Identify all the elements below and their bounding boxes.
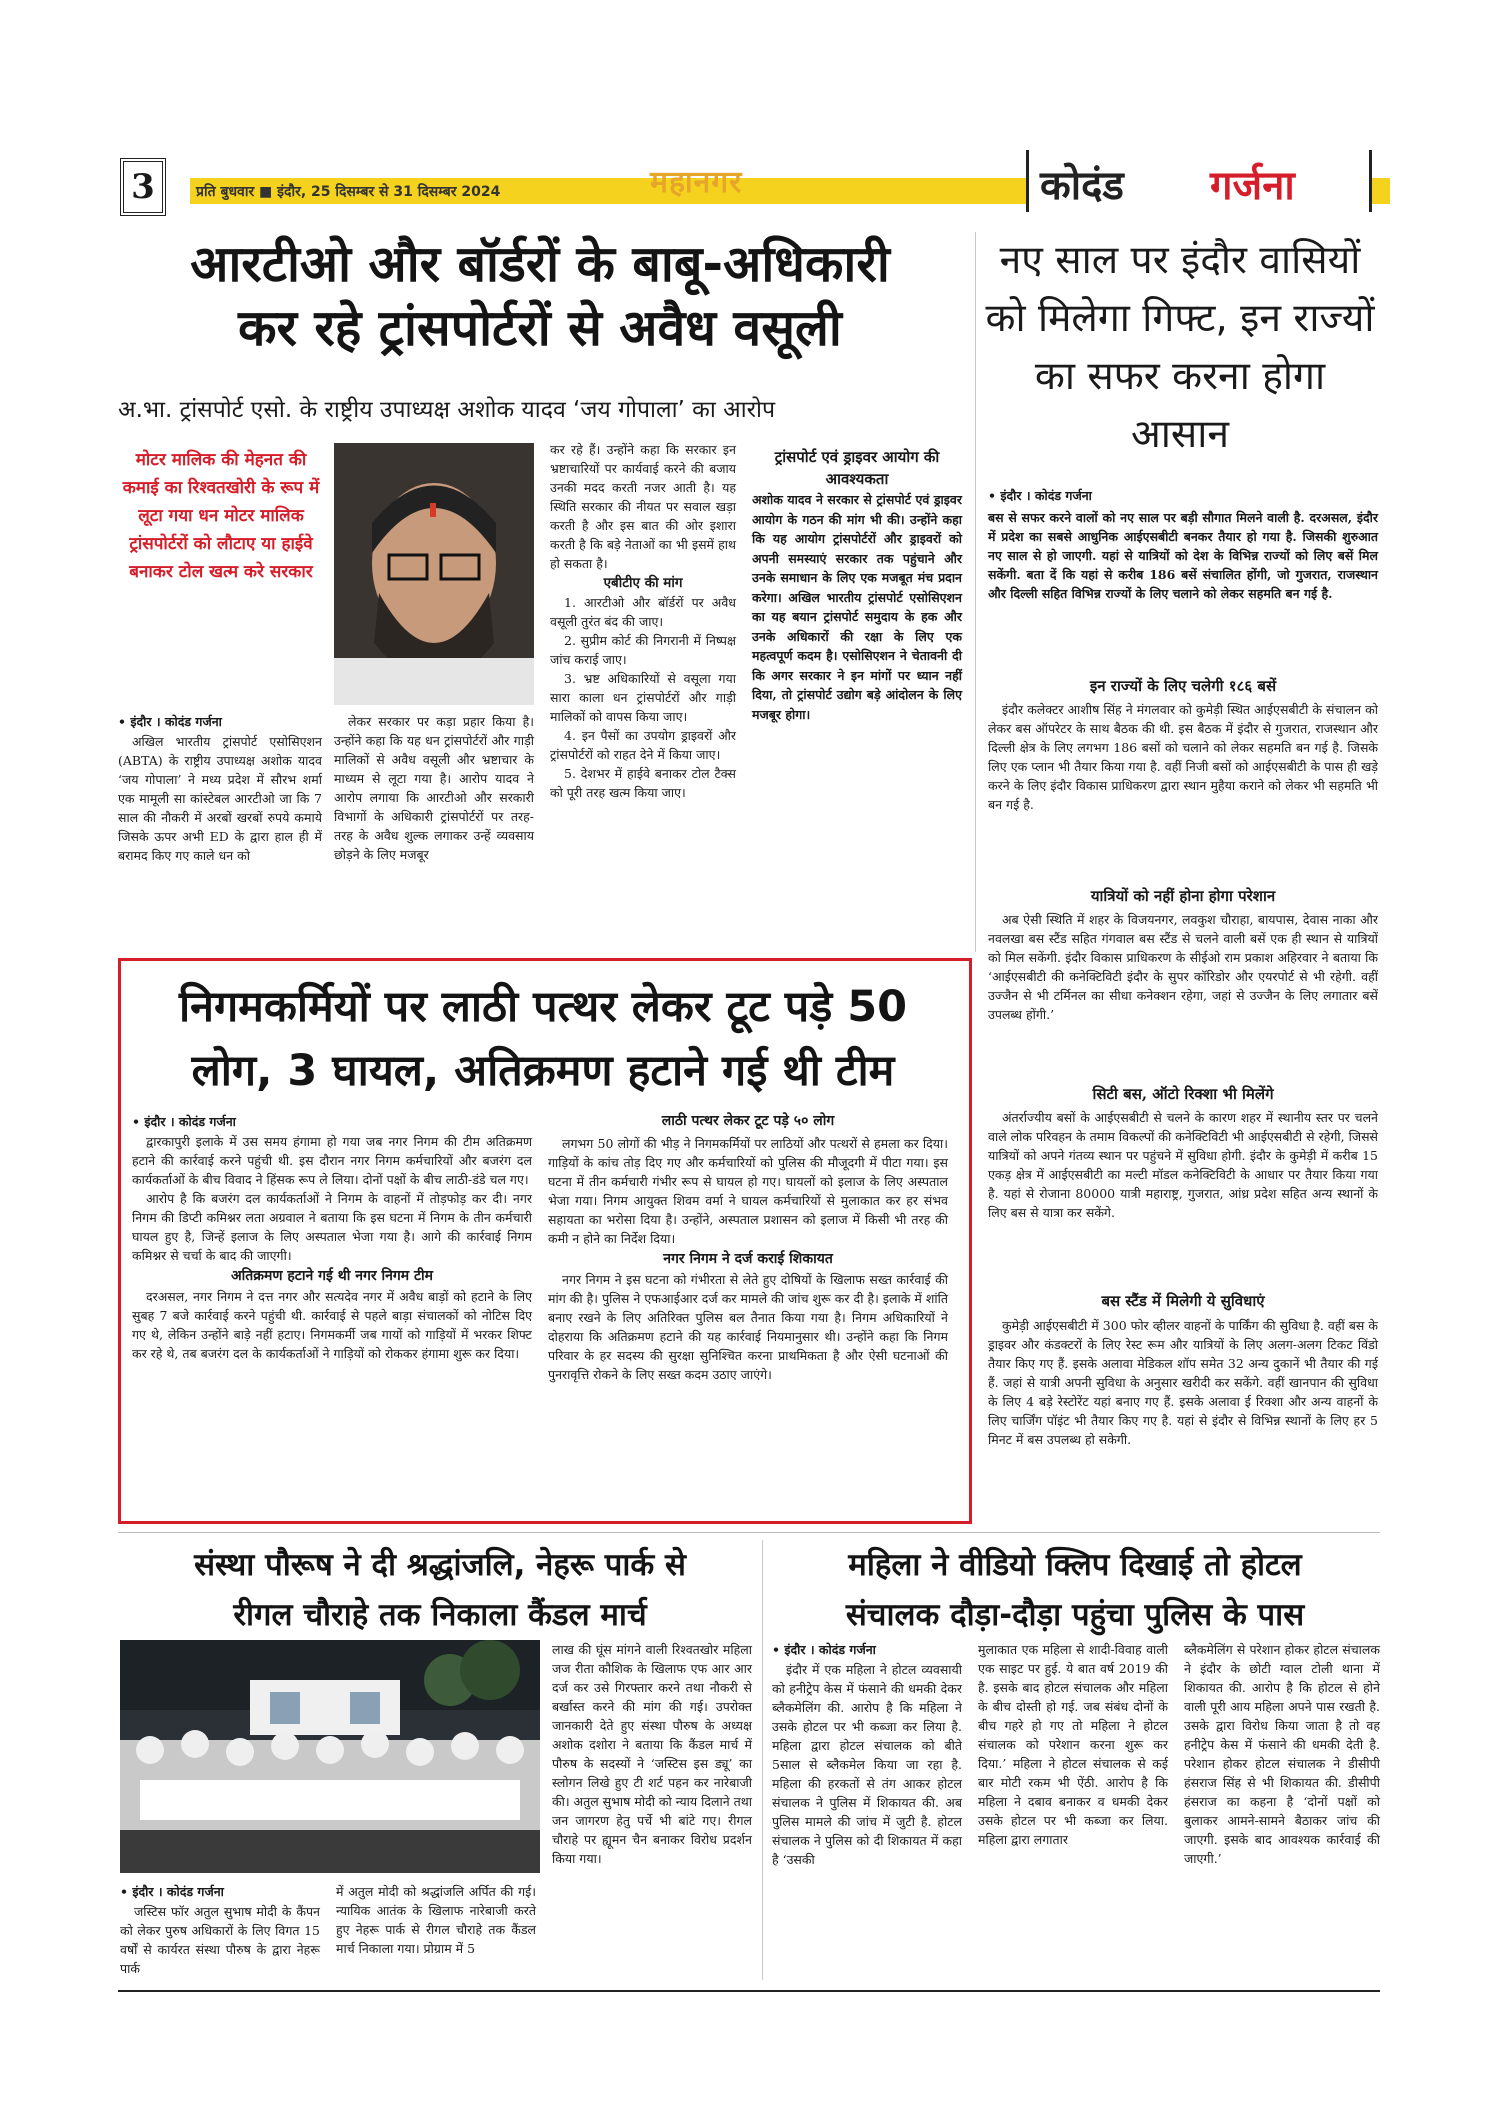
hotel-headline-line1: महिला ने वीडियो क्लिप दिखाई तो होटल xyxy=(848,1547,1302,1583)
lead-col2-text: लेकर सरकार पर कड़ा प्रहार किया है। उन्होंने कहा कि यह धन ट्रांसपोर्टरों और गाड़ी मालिकों से अवैध वसूली और भ्रष्टाचार के माध्यम से लूटा गया है। आरोप यादव ने आरोप लगाया कि आरटीओ और सरकारी विभागों के अधिकारी ट्रांसपोर्टरों पर तरह-तरह के अवैध शुल्क लगाकर उन्हें व्यवसाय छोड़ने के लिए मजबूर xyxy=(334,714,534,862)
demand-item: 5. देशभर में हाईवे बनाकर टोल टैक्स को पूरी तरह खत्म किया जाए। xyxy=(550,766,736,800)
bus-para-3-text: अंतर्राज्यीय बसों के आईएसबीटी से चलने के कारण शहर में स्थानीय स्तर पर चलने वाले लोक परिवहन के तमाम विकल्पों की कनेक्टिविटी भी आईएसबीटी से रहेगी, जिससे यात्रियों को अपने गंतव्य स्थान पर पहुंचने में सुविधा होगी. इंदौर के कुमेड़ी में करीब 15 एकड़ क्षेत्र में आईएसबीटी का मल्टी मॉडल कनेक्टिविटी के आधार पर तैयार किया गया है. यहां से रोजाना 80000 यात्री महाराष्ट्र, गुजरात, आंध्र प्रदेश सहित अन्य स्थानों के लिए बस से यात्रा कर सकेंगे. xyxy=(988,1110,1378,1220)
bus-heading-3: सिटी बस, ऑटो रिक्शा भी मिलेंगे xyxy=(1092,1085,1274,1103)
bus-heading-1: इन राज्यों के लिए चलेगी १८६ बसें xyxy=(1089,677,1277,695)
candle-col2-text: में अतुल मोदी को श्रद्धांजलि अर्पित की गई। न्यायिक आतंक के खिलाफ नारेबाजी करते हुए नेहरू पार्क से रीगल चौराहे तक कैंडल मार्च निकाला गया। प्रोग्राम में 5 xyxy=(336,1884,536,1956)
nigam-heading-1: अतिक्रमण हटाने गई थी नगर निगम टीम xyxy=(230,1268,434,1284)
nigam-para-2: आरोप है कि बजरंग दल कार्यकर्ताओं ने निगम के वाहनों में तोड़फोड़ कर दी। नगर निगम की डिप्टी कमिश्नर लता अग्रवाल ने बताया कि इस घटना में निगम के तीन कर्मचारी घायल हुए है, जिन्हें इलाज के लिए अस्पताल भेजा गया है। आगे की कार्रवाई निगम कमिश्नर से चर्चा के बाद की जाएगी। xyxy=(132,1191,532,1263)
candle-col3-text: लाख की घूंस मांगने वाली रिश्वतखोर महिला जज रीता कौशिक के खिलाफ एफ आर आर दर्ज कर उसे गिरफ्तार करने तथा नौकरी से बर्खास्त करने की मांग की गई। उपरोक्त जानकारी देते हुए संस्था पौरुष के अध्यक्ष अशोक दशोरा ने बताया कि कैंडल मार्च में पौरुष के सदस्यों ने ‘जस्टिस इस ड्यू’ का स्लोगन लिखे हुए टी शर्ट पहन कर नारेबाजी की। अतुल सुभाष मोदी को न्याय दिलाने तथा जन जागरण हेतु पर्चे भी बांटे गए। रीगल चौराहे पर ह्यूमन चैन बनाकर विरोध प्रदर्शन किया गया। xyxy=(552,1642,752,1866)
nigam-para-3: दरअसल, नगर निगम ने दत्त नगर और सत्यदेव नगर में अवैध बाड़ों को हटाने के लिए सुबह 7 बजे कार्रवाई करने पहुंची थी. कार्रवाई से पहले बाड़ा संचालकों को नोटिस दिए गए थे, लेकिन उन्होंने बाड़े नहीं हटाए। निगमकर्मी जब गायों को गाड़ियों में भरकर शिफ्ट कर रहे थे, तब बजरंग दल के कार्यकर्ताओं ने गाड़ियों को रोककर हंगामा शुरू कर दिया। xyxy=(132,1289,532,1361)
nigam-headline xyxy=(128,975,958,1103)
bus-heading-4: बस स्टैंड में मिलेगी ये सुविधाएं xyxy=(1101,1292,1265,1310)
nigam-dateline: • इंदौर । कोदंड गर्जना xyxy=(132,1114,236,1129)
lead-pullquote: मोटर मालिक की मेहनत की कमाई का रिश्वतखोरी के रूप में लूटा गया धन मोटर मालिक ट्रांसपोर्टरों को लौटाए या हाईवे बनाकर टोल खत्म करे सरकार xyxy=(122,450,320,582)
nigam-para-5: नगर निगम ने इस घटना को गंभीरता से लेते हुए दोषियों के खिलाफ सख्त कार्रवाई की मांग की है। पुलिस ने एफआईआर दर्ज कर मामले की जांच शुरू कर दी है। इलाके में शांति बनाए रखने के लिए अतिरिक्त पुलिस बल तैनात किया गया है। निगम अधिकारियों ने दोहराया कि अतिक्रमण हटाने की यह कार्रवाई नियमानुसार थी। उन्होंने कहा कि निगम परिवार के हर सदस्य की सुरक्षा सुनिश्चित करना प्राथमिकता है और ऐसी घटनाओं की पुनरावृत्ति रोकने के लिए सख्त कदम उठाए जाएंगे। xyxy=(548,1272,948,1382)
bus-para-2 xyxy=(988,910,1378,1024)
bus-para-2-text: अब ऐसी स्थिति में शहर के विजयनगर, लवकुश चौराहा, बायपास, देवास नाका और नवलखा बस स्टैंड सहित गंगवाल बस स्टैंड से चलने वाली बसें एक ही स्थान से यात्रियों को मिल सकेंगी. इंदौर विकास प्राधिकरण के सीईओ राम प्रकाश अहिरवार ने बताया कि ‘आईएसबीटी की कनेक्टिविटी इंदौर के सुपर कॉरिडोर और एयरपोर्ट से भी रहेगी. वहीं उज्जैन से भी टर्मिनल का सीधा कनेक्शन रहेगा, जहां से उज्जैन के लिए लगातार बसें उपलब्ध होंगी.’ xyxy=(988,912,1378,1022)
hotel-headline-line2: संचालक दौड़ा-दौड़ा पहुंचा पुलिस के पास xyxy=(845,1597,1305,1633)
commission-box xyxy=(752,446,962,724)
lead-col3-text: कर रहे हैं। उन्होंने कहा कि सरकार इन भ्रष्टाचारियों पर कार्यवाई करने की बजाय उनकी मदद करती नजर आती है। यह स्थिति सरकार की नीयत पर सवाल खड़ा करती है और इस बात की ओर इशारा करती है कि बड़े नेताओं का भी इसमें हाथ हो सकता है। xyxy=(550,442,736,571)
lead-headline xyxy=(110,232,970,360)
lead-headline-line1: आरटीओ और बॉर्डरों के बाबू-अधिकारी xyxy=(190,235,890,293)
page-number: 3 xyxy=(120,158,166,216)
commission-text: अशोक यादव ने सरकार से ट्रांसपोर्ट एवं ड्राइवर आयोग के गठन की मांग भी की। उन्होंने कहा कि यह आयोग ट्रांसपोर्टरों और ड्राइवरों को अपनी समस्याएं सरकार तक पहुंचाने और उनके समाधान के लिए एक मजबूत मंच प्रदान करेगा। अखिल भारतीय ट्रांसपोर्ट एसोसिएशन का यह बयान ट्रांसपोर्ट समुदाय के हक और उनके अधिकारों की रक्षा के लिए एक महत्वपूर्ण कदम है। एसोसिएशन ने चेतावनी दी कि अगर सरकार ने इन मांगों पर ध्यान नहीं दिया, तो ट्रांसपोर्ट उद्योग बड़े आंदोलन के लिए मजबूर होगा। xyxy=(752,492,962,722)
demand-item: 1. आरटीओ और बॉर्डरों पर अवैध वसूली तुरंत बंद की जाए। xyxy=(550,595,736,629)
section-divider xyxy=(118,1532,1380,1533)
hotel-column-2 xyxy=(978,1640,1168,1849)
lead-column-3 xyxy=(550,440,736,802)
demand-heading: एबीटीए की मांग xyxy=(603,575,683,591)
issue-line: प्रति बुधवार ■ इंदौर, 25 दिसम्बर से 31 दिसम्बर 2024 xyxy=(196,184,501,200)
demand-item: 4. इन पैसों का उपयोग ड्राइवरों और ट्रांसपोर्टरों को राहत देने में किया जाए। xyxy=(550,728,736,762)
nigam-column-1 xyxy=(132,1132,532,1363)
bus-para-3 xyxy=(988,1108,1378,1222)
bus-para-1-text: इंदौर कलेक्टर आशीष सिंह ने मंगलवार को कुमेड़ी स्थित आईएसबीटी के संचालन को लेकर बस ऑपरेटर के साथ बैठक की थी. इस बैठक में इंदौर से गुजरात, राजस्थान और दिल्ली क्षेत्र के लिए लगभग 186 बसों को चलाने को लेकर सहमति बन गई है. जिसके लिए एक प्लान भी तैयार किया गया है. वहीं निजी बसों को आईएसबीटी के पास ही खड़े करने के लिए इंदौर विकास प्राधिकरण द्वारा स्थान मुहैया कराने को लेकर भी सहमति भी बन गई है. xyxy=(988,702,1378,812)
column-divider xyxy=(975,232,976,952)
candle-column-2 xyxy=(336,1882,536,1958)
lead-column-2 xyxy=(334,712,534,864)
section-name: महानगर xyxy=(650,165,743,200)
hotel-col3-text: ब्लैकमेलिंग से परेशान होकर होटल संचालक ने इंदौर के छोटी ग्वाल टोली थाना में शिकायत की. आरोप है कि होटल से होने वाली पूरी आय महिला अपने पास रखती है. उसके द्वारा विरोध किया जाता है तो वह हनीट्रेप केस में फंसाने की धमकी देती है. परेशान होकर होटल संचालक ने डीसीपी हंसराज सिंह से भी शिकायत की. डीसीपी हंसराज का कहना है ‘दोनों पक्षों को बुलाकर आमने-सामने बैठाकर जांच की जाएगी. इसके बाद आवश्यक कार्रवाई की जाएगी.’ xyxy=(1184,1642,1380,1866)
lead-dateline: • इंदौर । कोदंड गर्जना xyxy=(118,714,222,729)
nigam-headline-line2: लोग, 3 घायल, अतिक्रमण हटाने गई थी टीम xyxy=(191,1046,895,1096)
ashok-yadav-photo xyxy=(334,443,534,705)
logo-text-left: कोदंड xyxy=(1040,163,1124,209)
candle-column-1 xyxy=(120,1902,320,1978)
candle-headline-line2: रीगल चौराहे तक निकाला कैंडल मार्च xyxy=(233,1597,647,1633)
nigam-heading-3: नगर निगम ने दर्ज कराई शिकायत xyxy=(663,1251,833,1267)
hotel-column-3 xyxy=(1184,1640,1380,1868)
logo-text-right: गर्जना xyxy=(1210,163,1295,209)
nigam-para-4: लगभग 50 लोगों की भीड़ ने निगमकर्मियों पर लाठियों और पत्थरों से हमला कर दिया। गाड़ियों के कांच तोड़ दिए गए और कर्मचारियों को पुलिस की मौजूदगी में पीटा गया। इस घटना में तीन कर्मचारी गंभीर रूप से घायल हो गए। घायलों को इलाज के लिए अस्पताल भेजा गया। निगम आयुक्त शिवम वर्मा ने घायल कर्मचारियों से मुलाकात कर हर संभव सहायता का भरोसा दिया है। उन्होंने, अस्पताल प्रशासन को इलाज में किसी भी तरह की कमी न होने का निर्देश दिया। xyxy=(548,1136,948,1246)
nigam-heading-2: लाठी पत्थर लेकर टूट पड़े ५० लोग xyxy=(661,1113,835,1129)
candle-headline-line1: संस्था पौरूष ने दी श्रद्धांजलि, नेहरू पार्क से xyxy=(194,1547,686,1583)
candle-col1-text: जस्टिस फॉर अतुल सुभाष मोदी के कैंपन को लेकर पुरुष अधिकारों के लिए विगत 15 वर्षों से कार्यरत संस्था पौरुष के द्वारा नेहरू पार्क xyxy=(120,1904,320,1976)
bus-para-4-text: कुमेड़ी आईएसबीटी में 300 फोर व्हीलर वाहनों के पार्किंग की सुविधा है. वहीं बस के ड्राइवर और कंडक्टरों के लिए रेस्ट रूम और यात्रियों के लिए अलग-अलग टिकट विंडो तैयार किए गए हैं. इसके अलावा मेडिकल शॉप समेत 32 अन्य दुकानें भी तैयार की गई हैं. जहां से यात्री अपनी सुविधा के अनुसार खरीदी कर सकेंगे. वहीं खानपान की सुविधा के लिए 4 बड़े रेस्टोरेंट यहां बनाए गए हैं. इसके अलावा ई रिक्शा और अन्य वाहनों के लिए चार्जिंग पॉइंट भी तैयार किए गए है. यहां से इंदौर से विभिन्न स्थानों के लिए हर 5 मिनट में बस उपलब्ध हो सकेगी. xyxy=(988,1318,1378,1447)
bus-intro: बस से सफर करने वालों को नए साल पर बड़ी सौगात मिलने वाली है. दरअसल, इंदौर में प्रदेश का सबसे आधुनिक आईएसबीटी बनकर तैयार हो गया है. जिसकी शुरुआत नए साल से हो जाएगी. यहां से यात्रियों को देश के विभिन्न राज्यों को लिए बसें मिल सकेंगी. बता दें कि यहां से करीब 186 बसें संचालित होंगी, जो गुजरात, राजस्थान और दिल्ली सहित विभिन्न राज्यों के लिए चलाने को लेकर सहमति बन गई है. xyxy=(988,510,1378,601)
lead-col1-text: अखिल भारतीय ट्रांसपोर्ट एसोसिएशन (ABTA) के राष्ट्रीय उपाध्यक्ष अशोक यादव ‘जय गोपाला’ ने मध्य प्रदेश में सौरभ शर्मा एक मामूली सा कांस्टेबल आरटीओ जा कि 7 साल की नौकरी में अरबों खरबों रुपये कमाये जिसके ऊपर अभी ED के द्वारा हाल ही में बरामद किए गए काले धन को xyxy=(118,734,322,863)
demand-item: 3. भ्रष्ट अधिकारियों से वसूला गया सारा काला धन ट्रांसपोर्टरों और गाड़ी मालिकों को वापस किया जाए। xyxy=(550,671,736,724)
column-divider-bottom xyxy=(762,1540,763,1980)
lead-subhead: अ.भा. ट्रांसपोर्ट एसो. के राष्ट्रीय उपाध्यक्ष अशोक यादव ‘जय गोपाला’ का आरोप xyxy=(118,397,776,423)
bus-para-1 xyxy=(988,700,1378,814)
nigam-column-2 xyxy=(548,1134,948,1384)
nigam-para-1: द्वारकापुरी इलाके में उस समय हंगामा हो गया जब नगर निगम की टीम अतिक्रमण हटाने की कार्रवाई करने पहुंची थी. इस दौरान नगर निगम कर्मचारियों और बजरंग दल कार्यकर्ताओं के बीच विवाद ने हिंसक रूप ले लिया। दोनों पक्षों के बीच लाठी-डंडे चल गए। xyxy=(132,1134,532,1187)
bus-dateline: • इंदौर । कोदंड गर्जना xyxy=(988,488,1092,503)
bus-heading-2: यात्रियों को नहीं होना होगा परेशान xyxy=(1090,887,1276,905)
candle-headline xyxy=(110,1540,770,1640)
nigam-headline-line1: निगमकर्मियों पर लाठी पत्थर लेकर टूट पड़े 50 xyxy=(178,982,908,1032)
hotel-column-1 xyxy=(772,1660,962,1869)
candle-column-3 xyxy=(552,1640,752,1868)
candle-march-image xyxy=(120,1640,540,1873)
commission-heading: ट्रांसपोर्ट एवं ड्राइवर आयोग की आवश्यकता xyxy=(774,448,940,488)
hotel-dateline: • इंदौर । कोदंड गर्जना xyxy=(772,1642,876,1657)
demand-list xyxy=(550,593,736,802)
page-bottom-rule xyxy=(118,1990,1380,1992)
hotel-col1-text: इंदौर में एक महिला ने होटल व्यवसायी को हनीट्रेप केस में फंसाने की धमकी देकर ब्लैकमेलिंग की. आरोप है कि महिला ने उसके होटल पर भी कब्जा कर लिया है. महिला द्वारा होटल संचालक को बीते 5साल से ब्लैकमेल किया जा रहा है. महिला की हरकतों से तंग आकर होटल संचालक ने पुलिस में शिकायत की. अब पुलिस मामले की जांच में जुटी है. होटल संचालक ने पुलिस को दी शिकायत में कहा है ‘उसकी xyxy=(772,1662,962,1867)
demand-item: 2. सुप्रीम कोर्ट की निगरानी में निष्पक्ष जांच कराई जाए। xyxy=(550,633,736,667)
hotel-headline xyxy=(770,1540,1380,1640)
bus-headline: नए साल पर इंदौर वासियों को मिलेगा गिफ्ट, इन राज्यों का सफर करना होगा आसान xyxy=(985,238,1375,457)
lead-headline-line2: कर रहे ट्रांसपोर्टरों से अवैध वसूली xyxy=(238,299,842,357)
candle-dateline: • इंदौर । कोदंड गर्जना xyxy=(120,1884,224,1899)
hotel-col2-text: मुलाकात एक महिला से शादी-विवाह वाली एक साइट पर हुई. ये बात वर्ष 2019 की है. इसके बाद होटल संचालक और महिला के बीच दोस्ती हो गई. जब संबंध दोनों के बीच गहरे हो गए तो महिला ने होटल संचालक को परेशान करना शुरू कर दिया.’ महिला ने होटल संचालक से कई बार मोटी रकम भी ऐंठी. आरोप है कि महिला ने दबाव बनाकर व धमकी देकर उसके होटल पर भी कब्जा कर लिया. महिला द्वारा लगातार xyxy=(978,1642,1168,1847)
bus-para-4 xyxy=(988,1316,1378,1449)
candle-march-photo xyxy=(120,1640,540,1873)
portrait-image xyxy=(334,443,534,705)
lead-column-1 xyxy=(118,732,322,865)
